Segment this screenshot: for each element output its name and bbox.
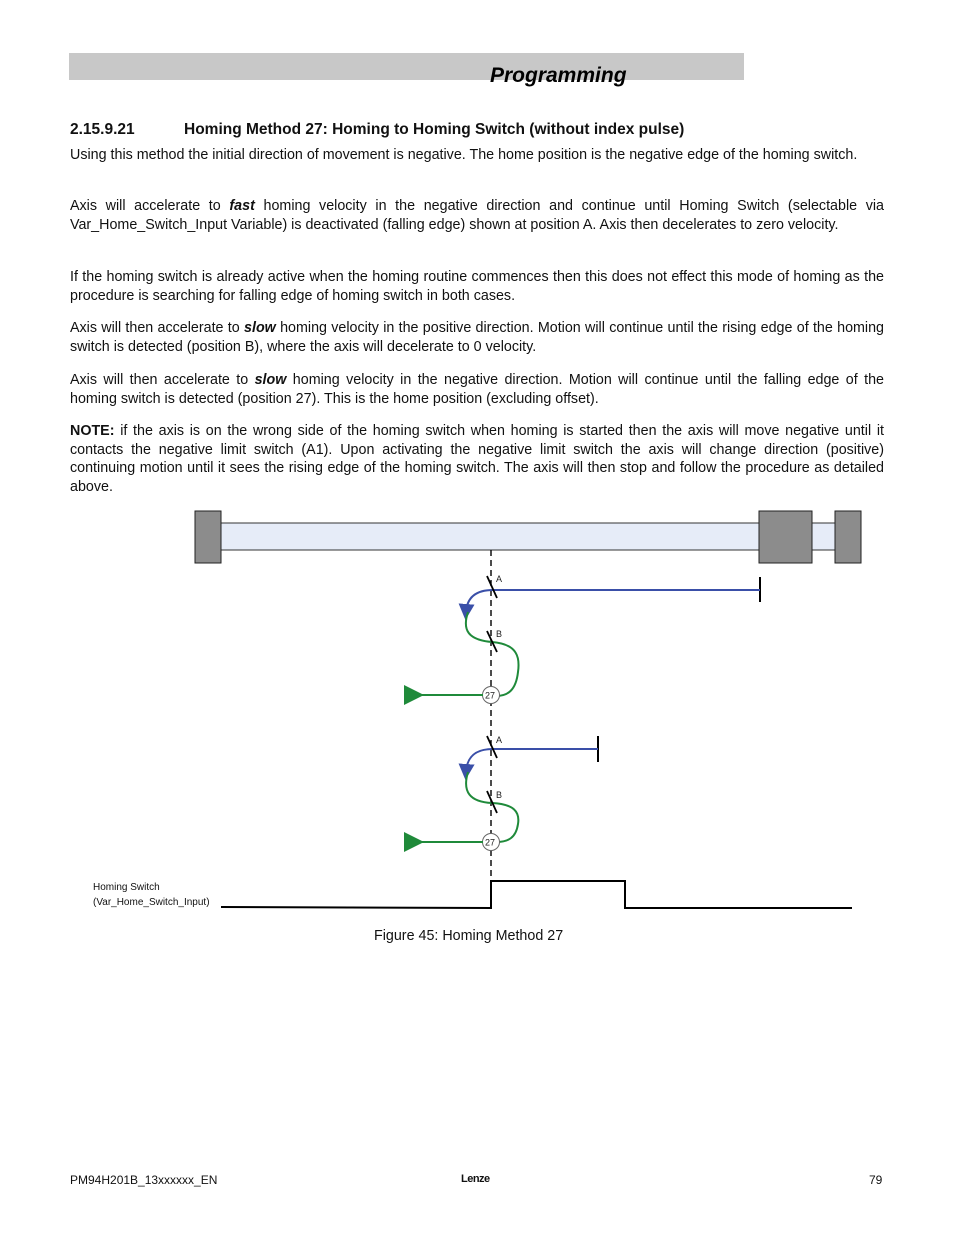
lower-decel-curve [466,749,493,772]
negative-limit-block [195,511,221,563]
paragraph-2 [70,197,884,234]
upper-slow-positive [466,612,519,696]
homing-switch-block [759,511,812,563]
paragraph-5-pre: Axis will then accelerate to [70,372,255,388]
lower-b-label: B [496,790,503,800]
paragraph-1: Using this method the initial direction of movement is negative. The home position is the negative edge of the homing switch. [70,147,858,163]
section-number: 2.15.9.21 [70,121,135,138]
lower-slow-positive [466,772,518,842]
figure-caption: Figure 45: Homing Method 27 [374,928,564,944]
positive-limit-block [835,511,861,563]
switch-label-line2: (Var_Home_Switch_Input) [93,897,210,908]
lower-home-label: 27 [485,837,496,848]
paragraph-2-post: homing velocity in the negative direction and continue until Homing Switch (selectable via Var_Home_Switch_Input Variable) is deactivated (falling edge) shown at position A. Axis then decelerates to zero velocity. [70,198,885,233]
note-text: if the axis is on the wrong side of the homing switch when homing is started then the axis will move negative until it contacts the negative limit switch (A1). Upon activating the negative limit switch the axis will change direction (positive) continuing motion until it sees the rising edge of the homing switch. The axis will then stop and follow the procedure as detailed above. [70,423,884,495]
paragraph-4-pre: Axis will then accelerate to [70,320,245,336]
paragraph-2-pre: Axis will accelerate to [70,198,230,214]
section-title: Homing Method 27: Homing to Homing Switch (without index pulse) [184,121,685,138]
upper-home-label: 27 [485,690,496,701]
paragraph-5 [70,371,884,408]
page-title: Programming [490,64,627,87]
homing-switch-signal [221,881,852,908]
paragraph-3: If the homing switch is already active when the homing routine commences then this does not effect this mode of homing as the procedure is searching for falling edge of homing switch in both cases. [70,269,884,304]
page-number: 79 [869,1173,883,1187]
paragraph-4 [70,319,884,356]
footer-brand: Lenze [461,1173,490,1185]
footer-doc-id: PM94H201B_13xxxxxx_EN [70,1173,218,1187]
switch-label-line1: Homing Switch [93,882,160,893]
keyword-fast: fast [229,198,255,214]
keyword-slow: slow [254,372,287,388]
note-label: NOTE: [70,423,115,439]
paragraph-4-post: homing velocity in the positive direction. Motion will continue until the rising edge of the homing switch is detected (position B), where the axis will decelerate to 0 velocity. [70,320,885,355]
lower-a-label: A [496,735,503,745]
upper-b-label: B [496,629,503,639]
section-heading [70,121,684,139]
keyword-slow: slow [244,320,276,336]
upper-a-label: A [496,574,503,584]
header-bar [69,53,744,80]
upper-decel-curve [466,590,493,612]
homing-diagram [0,500,954,920]
note-paragraph [70,422,884,496]
axis-track [221,523,835,550]
paragraph-5-post: homing velocity in the negative direction. Motion will continue until the falling edge of the homing switch is detected (position 27). This is the home position (excluding offset). [70,372,884,407]
